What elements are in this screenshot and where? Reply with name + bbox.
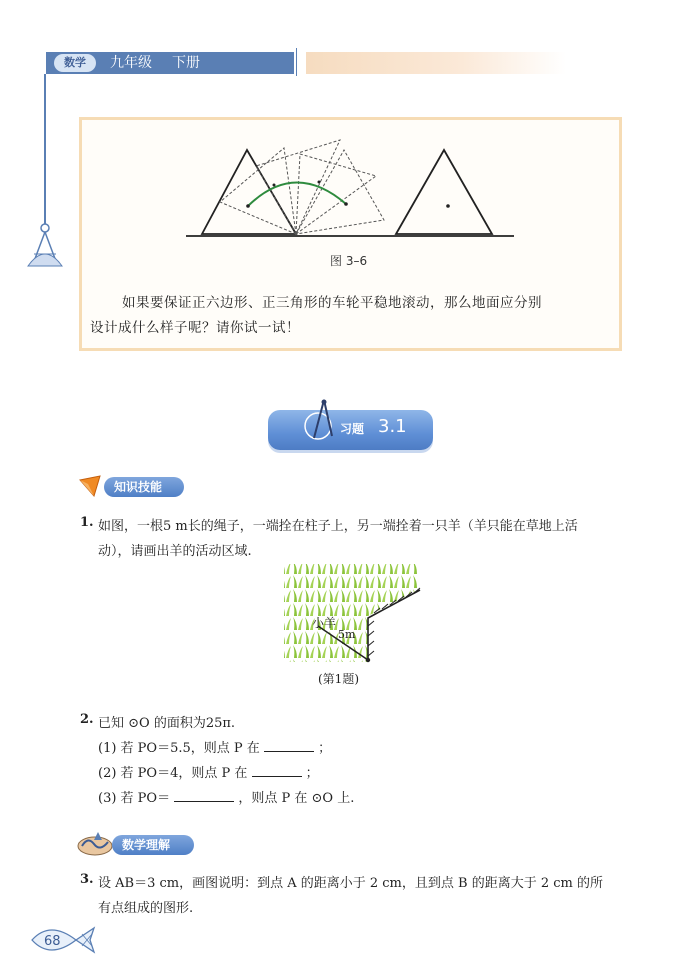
wave-tag-icon [76,830,114,858]
answer-blank[interactable] [252,764,302,777]
question-text-line2: 设计成什么样子呢？请你试一试！ [90,320,300,336]
q2-part-a-end: ； [318,741,332,756]
fish-icon [26,920,100,960]
q3-number: 3. [80,872,94,887]
q1-grass-figure [280,560,424,666]
section-tag-knowledge: 知识技能 [104,477,184,497]
q2-part-b [98,762,319,781]
page-number: 68 [44,934,61,949]
q1-figure-length-label: 5m [338,628,356,641]
q2-part-a [98,737,331,756]
q2-number: 2. [80,712,94,727]
q2-part-c [98,787,354,806]
compass-icon [24,218,70,274]
q3-line2: 有点组成的图形. [98,901,194,916]
subject-badge: 数学 [54,54,96,72]
answer-blank[interactable] [174,789,234,802]
figure-caption: 图 3–6 [330,254,368,268]
q2-part-b-text: (2) 若 PO＝4，则点 P 在 [98,766,248,781]
q2-part-c-text: (3) 若 PO＝ [98,791,171,806]
answer-blank[interactable] [264,739,314,752]
q2-part-b-end: ； [305,766,319,781]
exercise-number: 3.1 [378,416,407,437]
q1-line1: 如图，一根5 m长的绳子，一端拴在柱子上，另一端拴着一只羊（羊只能在草地上活 [98,519,578,534]
exercise-title: 习题 [340,422,365,436]
q1-number: 1. [80,515,94,530]
q2-stem: 已知 ⊙O 的面积为25π. [98,716,236,731]
section-tag-understanding: 数学理解 [112,835,194,855]
grade-label: 九年级 [110,55,152,71]
question-text-line1: 如果要保证正六边形、正三角形的车轮平稳地滚动，那么地面应分别 [122,295,542,311]
q1-figure-caption: (第1题) [318,672,359,686]
q1-figure-sheep-label: 小羊 [312,616,337,630]
q2-part-c-end: ，则点 P 在 ⊙O 上. [238,791,355,806]
q1-line2: 动），请画出羊的活动区域. [98,544,252,559]
pencil-tag-icon [76,474,104,500]
book-label: 下册 [172,55,200,71]
figure-3-6-rolling-triangles [180,130,520,245]
compass-icon [296,396,340,448]
header-gradient [306,52,566,74]
header-divider [296,48,297,76]
margin-line [44,74,46,224]
q3-line1: 设 AB＝3 cm，画图说明：到点 A 的距离小于 2 cm，且到点 B 的距离大于 2 cm 的所 [98,876,603,891]
q2-part-a-text: (1) 若 PO＝5.5，则点 P 在 [98,741,260,756]
